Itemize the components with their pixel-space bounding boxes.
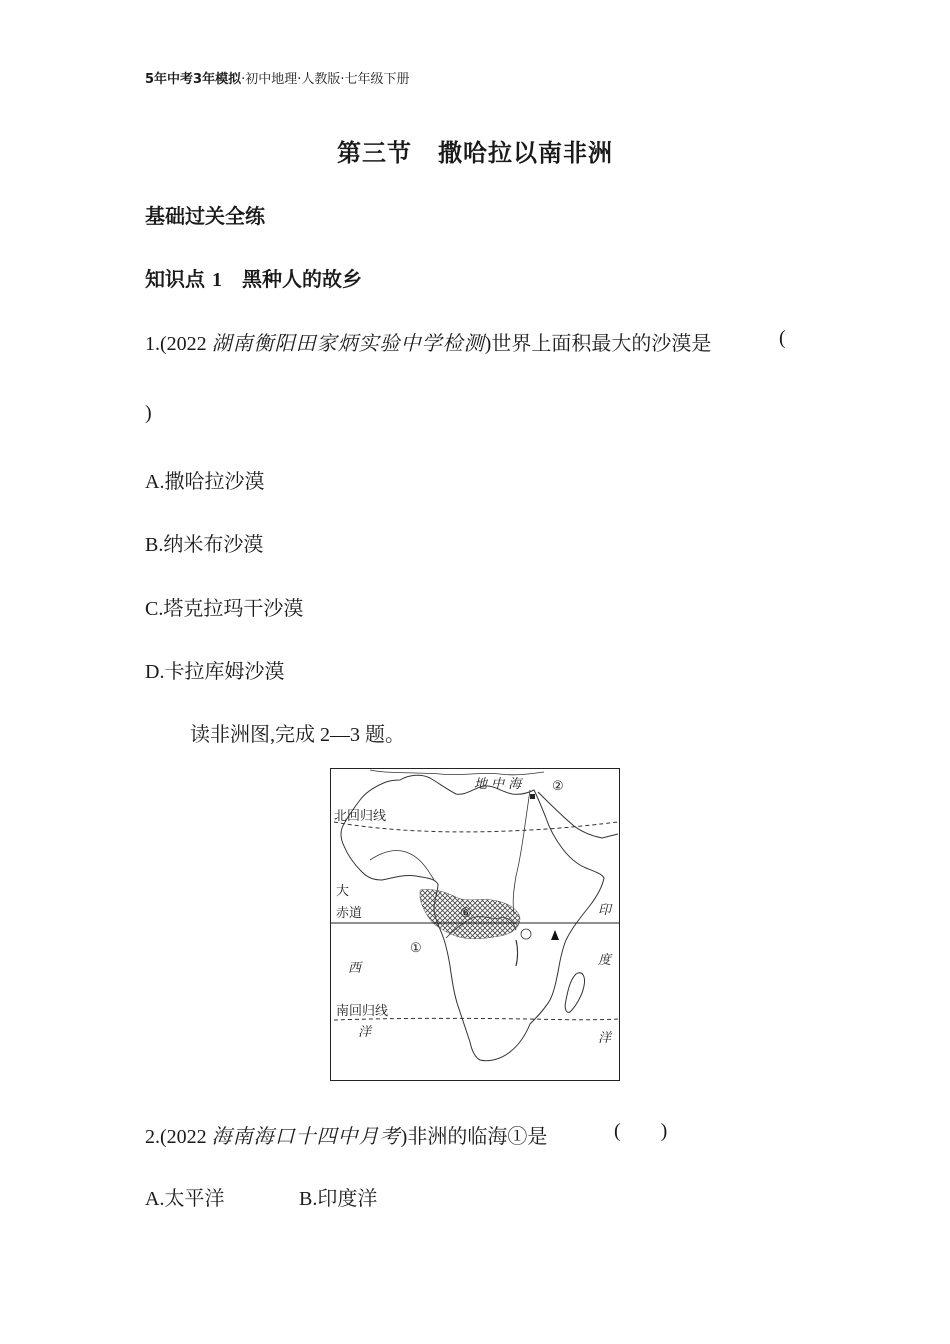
q1-option-c: C.塔克拉玛干沙漠 <box>145 598 304 620</box>
label-indian-2: 度 <box>598 953 612 968</box>
label-tropic-capricorn: 南回归线 <box>336 1004 389 1019</box>
kp-number: 1 <box>211 269 222 291</box>
q2-stem-text: )非洲的临海①是 <box>400 1126 548 1148</box>
label-mediterranean: 地 中 海 <box>474 777 522 792</box>
knowledge-point-heading <box>145 263 362 292</box>
title-section-number: 第三节 <box>337 139 412 167</box>
label-circle-6: ⑥ <box>460 906 472 921</box>
label-indian-3: 洋 <box>598 1031 612 1046</box>
q1-source: 湖南衡阳田家炳实验中学检测 <box>211 333 485 355</box>
q1-prefix: 1.(2022 <box>145 333 212 355</box>
q1-option-d: D.卡拉库姆沙漠 <box>145 661 285 683</box>
q1-answer-close-paren: ) <box>145 402 152 424</box>
running-header <box>145 68 410 87</box>
q1-option-b: B.纳米布沙漠 <box>145 534 264 556</box>
label-circle-2: ② <box>552 779 564 794</box>
kp-label: 知识点 <box>145 267 205 291</box>
header-book-series: 5年中考3年模拟 <box>145 72 242 87</box>
question-2-stem <box>145 1120 547 1149</box>
title-section-name: 撒哈拉以南非洲 <box>438 139 613 167</box>
label-tropic-cancer: 北回归线 <box>334 809 387 824</box>
instruction-text: 读非洲图,完成 2—3 题。 <box>190 724 405 746</box>
africa-map-svg <box>330 768 620 1081</box>
lake-victoria <box>521 929 531 939</box>
q1-stem-text: )世界上面积最大的沙漠是 <box>484 333 712 355</box>
label-circle-1: ① <box>410 941 422 956</box>
kp-name: 黑种人的故乡 <box>241 267 362 291</box>
label-indian-1: 印 <box>598 903 612 918</box>
header-book-info: ·初中地理·人教版·七年级下册 <box>241 72 410 87</box>
question-1-stem <box>145 327 711 356</box>
q1-answer-open-paren: ( <box>779 327 786 349</box>
label-equator: 赤道 <box>336 906 363 921</box>
section-heading: 基础过关全练 <box>145 204 265 228</box>
africa-map <box>330 768 620 1081</box>
q1-option-a: A.撒哈拉沙漠 <box>145 471 265 493</box>
q2-source: 海南海口十四中月考 <box>211 1126 401 1148</box>
label-atlantic-2: 西 <box>348 961 362 976</box>
label-atlantic-1: 大 <box>336 884 350 899</box>
q2-prefix: 2.(2022 <box>145 1126 212 1148</box>
q2-answer-paren: ( ) <box>614 1120 668 1142</box>
q2-option-a: A.太平洋 <box>145 1188 225 1210</box>
suez-marker <box>530 794 535 799</box>
q2-option-b: B.印度洋 <box>299 1188 378 1210</box>
label-atlantic-3: 洋 <box>358 1025 372 1040</box>
page-title <box>0 133 950 168</box>
